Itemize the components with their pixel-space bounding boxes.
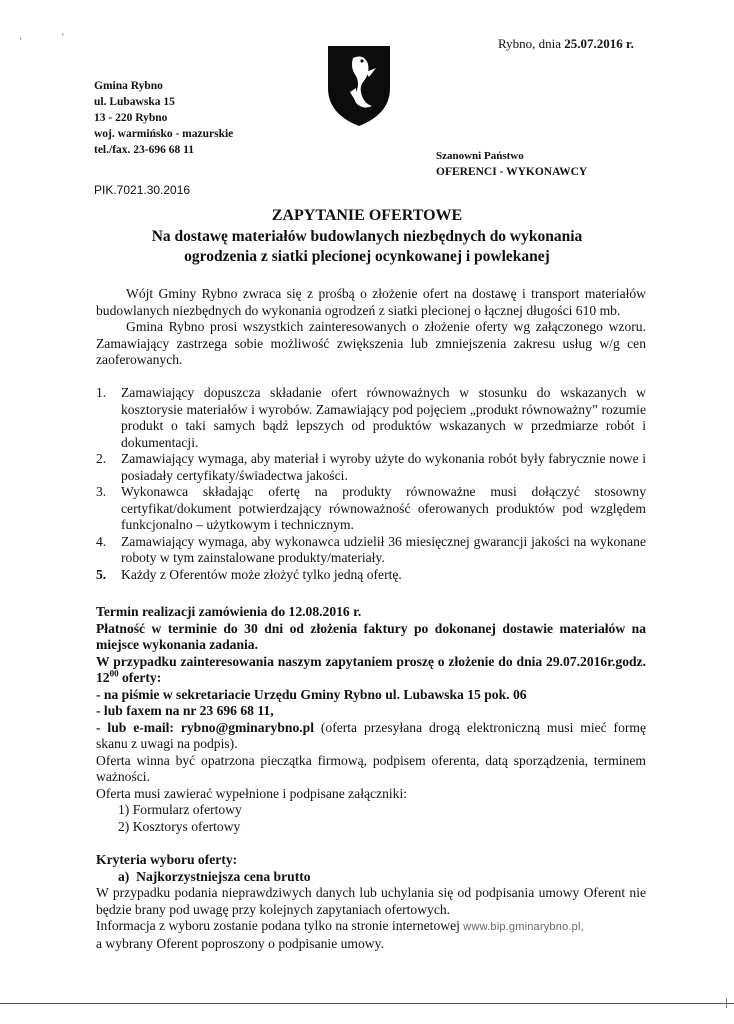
sender-line: tel./fax. 23-696 68 11	[94, 144, 194, 156]
letter-date: 25.07.2016 r.	[564, 36, 634, 51]
condition-number: 2.	[96, 451, 107, 466]
addressee	[436, 148, 587, 180]
terms-section	[96, 604, 646, 835]
criteria-paragraph	[96, 918, 646, 936]
offer-request-text: W przypadku zainteresowania naszym zapytaniem proszę o złożenie do dnia 29.07.2016r.godz. 12	[96, 653, 646, 685]
condition-item	[96, 385, 646, 451]
sender-address	[94, 78, 233, 158]
sender-line: Gmina Rybno	[94, 80, 163, 92]
scan-speck: '	[62, 32, 64, 42]
criteria-item: a) Najkorzystniejsza cena brutto	[118, 868, 311, 884]
payment-terms: Płatność w terminie do 30 dni od złożenia faktury po dokonanej dostawie materiałów na miejsce wykonania zadania.	[96, 620, 646, 652]
attachments-intro: Oferta musi zawierać wypełnione i podpisane załączniki:	[96, 785, 408, 801]
condition-text: Zamawiający wymaga, aby wykonawca udzielił 36 miesięcznej gwarancji jakości na wykonane roboty w tym zainstalowane produkty/materiały.	[121, 533, 646, 565]
sender-line: ul. Lubawska 15	[94, 96, 175, 108]
sender-line: 13 - 220 Rybno	[94, 112, 168, 124]
attachment-item: 2) Kosztorys ofertowy	[118, 818, 241, 834]
conditions-list	[96, 385, 646, 583]
sender-line: woj. warmińsko - mazurskie	[94, 128, 234, 140]
attachment-item: 1) Formularz ofertowy	[118, 802, 242, 817]
conditions-section	[96, 385, 646, 583]
reference-number: PIK.7021.30.2016	[94, 183, 191, 197]
condition-item	[96, 451, 646, 484]
criteria-paragraph: a wybrany Oferent poproszony o podpisanie umowy.	[96, 935, 384, 951]
submission-channel: - lub faxem na nr 23 696 68 11,	[96, 703, 274, 718]
condition-item	[96, 567, 646, 584]
email-contact[interactable]: - lub e-mail: rybno@gminarybno.pl	[96, 719, 314, 735]
subtitle-line: ogrodzenia z siatki plecionej ocynkowanej i powlekanej	[184, 248, 550, 265]
intro-paragraph: Gmina Rybno prosi wszystkich zainteresowanych o złożenie oferty wg załączonego wzoru. Zamawiający zastrzega sobie możliwość zwiększenia lub zmniejszenia zakresu usług w/g cen zaoferowanych.	[96, 319, 646, 367]
submission-channel: - na piśmie w sekretariacie Urzędu Gminy Rybno ul. Lubawska 15 pok. 06	[96, 686, 527, 702]
intro-paragraph: Wójt Gminy Rybno zwraca się z prośbą o złożenie ofert na dostawę i transport materiałów budowlanych niezbędnych do wykonania ogrodzeń z siatki plecionej o łącznej długości 610 mb.	[96, 286, 646, 318]
condition-text: Każdy z Oferentów może złożyć tylko jedną ofertę.	[121, 566, 402, 582]
subtitle-line: Na dostawę materiałów budowlanych niezbędnych do wykonania	[151, 228, 583, 245]
scan-speck: '	[20, 36, 22, 46]
page-edge-tick	[726, 998, 727, 1008]
offer-request-hour: 00	[109, 668, 119, 679]
condition-item	[96, 534, 646, 567]
criteria-paragraph: W przypadku podania nieprawdziwych danych lub uchylania się od podpisania umowy Oferent nie będzie brany pod uwagę przy kolejnych zapytaniach ofertowych.	[96, 885, 646, 917]
condition-number: 4.	[96, 533, 107, 549]
condition-text: Zamawiający dopuszcza składanie ofert równoważnych w stosunku do wskazanych w kosztorysie materiałów i wyrobów. Zamawiający pod pojęciem „produkt równoważny” rozumie produkt o taki samych bądź lepszych od produktów wskazanych w przedmiarze robót i dokumentacji.	[121, 385, 646, 450]
condition-text: Zamawiający wymaga, aby materiał i wyroby użyte do wykonania robót były fabrycznie nowe i posiadały certyfikaty/świadectwa jakości.	[121, 451, 646, 483]
condition-text: Wykonawca składając ofertę na produkty równoważne musi dołączyć stosowny certyfikat/dokument potwierdzający równoważność oferowanych produktów pod względem funkcjonalno – użytkowym i technicznym.	[121, 484, 646, 532]
place-date-prefix: Rybno, dnia	[498, 36, 562, 51]
condition-number: 1.	[96, 385, 107, 400]
criteria-text: Informacja z wyboru zostanie podana tylko na stronie internetowej	[96, 918, 464, 933]
criteria-heading: Kryteria wyboru oferty:	[96, 852, 238, 867]
stamp-note: Oferta winna być opatrzona pieczątka firmową, podpisem oferenta, datą sporządzenia, terminem ważności.	[96, 752, 646, 784]
submission-channel	[96, 720, 646, 753]
document-subtitle	[0, 227, 734, 267]
deadline-line: Termin realizacji zamówienia do 12.08.2016 r.	[96, 604, 362, 619]
addressee-recipients: OFERENCI - WYKONAWCY	[436, 166, 588, 178]
attachments-list	[96, 802, 646, 835]
document-title: ZAPYTANIE OFERTOWE	[271, 207, 463, 224]
offer-request-suffix: oferty:	[118, 670, 162, 685]
email-note: (oferta przesyłana drogą elektroniczną musi mieć formę skanu z uwagi na podpis).	[96, 719, 647, 751]
condition-number: 5.	[96, 566, 107, 582]
criteria-section	[96, 852, 646, 952]
condition-item	[96, 484, 646, 534]
offer-request	[96, 654, 646, 687]
condition-number: 3.	[96, 484, 107, 499]
addressee-greeting: Szanowni Państwo	[436, 150, 524, 162]
intro-section	[96, 286, 646, 369]
place-date	[498, 36, 634, 52]
website-link[interactable]: www.bip.gminarybno.pl,	[463, 921, 584, 933]
page-edge-rule	[0, 1003, 734, 1004]
fish-coat-of-arms-icon	[326, 44, 392, 128]
